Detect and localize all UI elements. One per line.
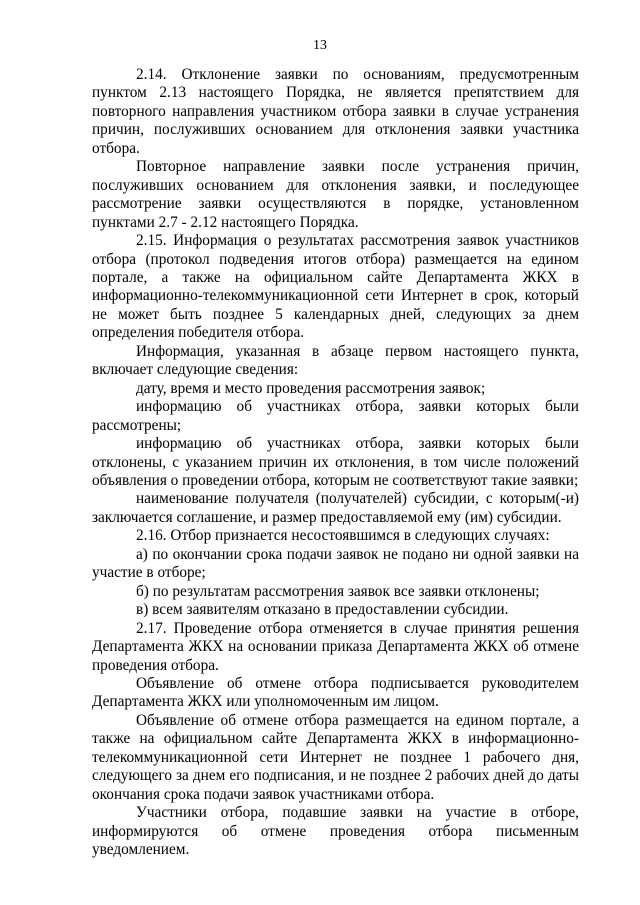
paragraph-cancel-signed: Объявление об отмене отбора подписывается руководителем Департамента ЖКХ или уполномоченным им лицом. bbox=[92, 674, 579, 711]
paragraph-2-15: 2.15. Информация о результатах рассмотрения заявок участников отбора (протокол подведения итогов отбора) размещается на едином портале, а также на официальном сайте Департамента ЖКХ в информационно-телекоммуникационной сети Интернет в срок, который не может быть позднее 5 календарных дней, следующих за днем определения победителя отбора. bbox=[92, 232, 579, 342]
paragraph-cancel-published: Объявление об отмене отбора размещается на едином портале, а также на официальном сайте Департамента ЖКХ в информационно-телекоммуникационной сети Интернет не позднее 1 рабочего дня, следующего за днем его подписания, и не позднее 2 рабочих дней до даты окончания срока подачи заявок участниками отбора. bbox=[92, 711, 579, 803]
paragraph-case-a: а) по окончании срока подачи заявок не подано ни одной заявки на участие в отборе; bbox=[92, 545, 579, 582]
page-number: 13 bbox=[313, 38, 327, 53]
paragraph-2-16: 2.16. Отбор признается несостоявшимся в следующих случаях: bbox=[136, 527, 550, 545]
paragraph-case-c: в) всем заявителям отказано в предоставлении субсидии. bbox=[136, 601, 509, 619]
paragraph-recipients: наименование получателя (получателей) субсидии, с которым(-и) заключается соглашение, и размер предоставляемой ему (им) субсидии. bbox=[92, 490, 579, 526]
paragraph-resubmission: Повторное направление заявки после устранения причин, послуживших основанием для отклонения заявки, и последующее рассмотрение заявки осуществляются в порядке, установленном пунктами 2.7 - 2.12 настоящего Порядка. bbox=[92, 158, 579, 231]
paragraph-date-time-place: дату, время и место проведения рассмотрения заявок; bbox=[136, 379, 486, 397]
paragraph-reviewed-participants: информацию об участниках отбора, заявки которых были рассмотрены; bbox=[92, 398, 579, 434]
paragraph-2-17: 2.17. Проведение отбора отменяется в случае принятия решения Департамента ЖКХ на основании приказа Департамента ЖКХ об отмене проведения отбора. bbox=[92, 619, 579, 674]
paragraph-participants-notified: Участники отбора, подавшие заявки на участие в отборе, информируются об отмене проведения отбора письменным уведомлением. bbox=[92, 804, 579, 859]
paragraph-info-contents: Информация, указанная в абзаце первом настоящего пункта, включает следующие сведения: bbox=[92, 342, 579, 379]
paragraph-rejected-participants: информацию об участниках отбора, заявки которых были отклонены, с указанием причин их отклонения, в том числе положений объявления о проведении отбора, которым не соответствуют такие заявки; bbox=[92, 435, 579, 489]
document-body bbox=[92, 66, 579, 859]
paragraph-2-14: 2.14. Отклонение заявки по основаниям, предусмотренным пунктом 2.13 настоящего Порядка, не является препятствием для повторного направления участником отбора заявки в случае устранения причин, послуживших основанием для отклонения заявки участника отбора. bbox=[92, 66, 579, 157]
paragraph-case-b: б) по результатам рассмотрения заявок все заявки отклонены; bbox=[136, 582, 540, 600]
